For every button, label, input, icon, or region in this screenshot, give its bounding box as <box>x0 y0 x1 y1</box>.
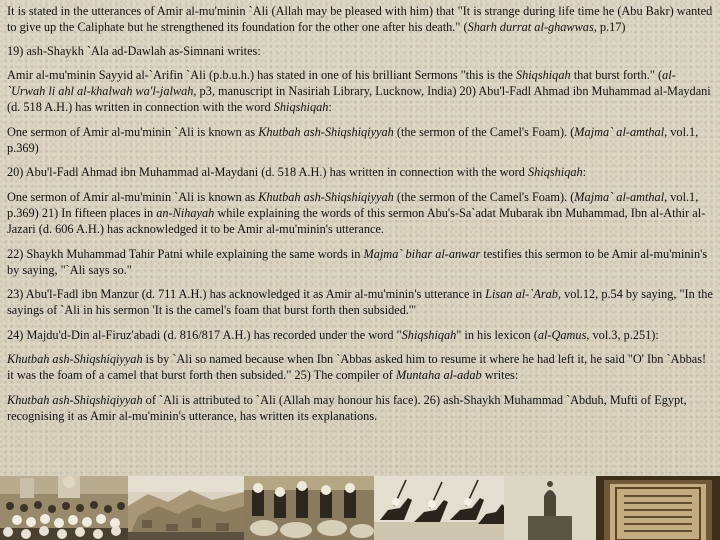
paragraph <box>7 246 713 279</box>
text-run: writes: <box>481 368 519 383</box>
text-run: 23) Abu'l-Fadl ibn Manzur (d. 711 A.H.) has acknowledged it as Amir al-mu'minin's utterance in <box>7 287 486 302</box>
horsemen-battle-image <box>374 476 504 540</box>
text-run: : <box>582 165 587 180</box>
gathering-image <box>244 476 374 540</box>
text-run: (the sermon of the Camel's Foam). ( <box>393 124 575 139</box>
mosque-crowd-image <box>0 476 128 540</box>
paragraph <box>7 286 713 319</box>
document-body <box>7 3 713 432</box>
text-run: 22) Shaykh Muhammad Tahir Patni while explaining the same words in <box>7 246 364 261</box>
manuscript-page-image <box>596 476 720 540</box>
paragraph <box>7 189 713 238</box>
text-run: of `Ali is attributed to `Ali (Allah may honour his face). 26) ash-Shaykh Muhammad `Abduh, Mufti of Egypt, recognising it as Amir al-mu'minin's utterance, has written its explanations. <box>7 392 687 423</box>
text-run: , vol.3, p.251): <box>586 327 659 342</box>
text-run: 20) Abu'l-Fadl Ahmad ibn Muhammad al-Maydani (d. 518 A.H.) has written in connection with the word <box>7 165 528 180</box>
paragraph <box>7 392 713 425</box>
italic-title: Khutbah ash-Shiqshiqiyyah <box>7 392 143 407</box>
paragraph <box>7 124 713 157</box>
italic-title: Lisan al-`Arab <box>485 287 558 302</box>
italic-title: al-Qamus <box>537 327 587 342</box>
paragraph <box>7 327 713 343</box>
italic-title: Majma` al-amthal <box>574 189 665 204</box>
paragraph <box>7 67 713 116</box>
paragraph <box>7 164 713 180</box>
text-run: testifies this sermon to be Amir al-mu'minin's by saying, "`Ali says so." <box>7 246 708 277</box>
paragraph <box>7 43 713 59</box>
image-strip <box>0 476 720 540</box>
text-run: , p3, manuscript in Nasiriah Library, Lucknow, India) 20) Abu'l-Fadl Ahmad ibn Muhammad al-Maydani (d. 518 A.H.) has written in connection with the word <box>7 84 711 115</box>
italic-title: al-`Urwah li ahl al-khalwah wa'l-jalwah <box>7 67 676 99</box>
text-run: Amir al-mu'minin Sayyid al-`Arifin `Ali (p.b.u.h.) has stated in one of his brilliant Sermons "this is the <box>7 67 516 82</box>
italic-title: Khutbah ash-Shiqshiqiyyah <box>258 124 394 139</box>
italic-title: Shiqshiqah <box>273 100 329 115</box>
text-run: 24) Majdu'd-Din al-Firuz'abadi (d. 816/817 A.H.) has recorded under the word " <box>7 327 402 342</box>
italic-title: Shiqshiqah <box>528 165 583 180</box>
stone-ruins-image <box>128 476 244 540</box>
text-run: 19) ash-Shaykh `Ala ad-Dawlah as-Simnani writes: <box>7 43 261 58</box>
italic-title: Muntaha al-adab <box>395 368 482 383</box>
text-run: , vol.12, p.54 by saying, "In the sayings of `Ali in his sermon 'It is the camel's foam that burst forth then subsided.'" <box>7 287 713 318</box>
text-run: One sermon of Amir al-mu'minin `Ali is known as <box>7 189 259 204</box>
text-run: (the sermon of the Camel's Foam). ( <box>393 189 575 204</box>
italic-title: Shiqshiqah <box>401 327 457 342</box>
text-run: that burst forth." ( <box>570 67 663 82</box>
italic-title: Shiqshiqah <box>515 67 571 82</box>
monument-silhouette-image <box>504 476 596 540</box>
paragraph <box>7 351 713 384</box>
text-run: It is stated in the utterances of Amir al-mu'minin `Ali (Allah may be pleased with him) that "It is strange during life time he (Abu Bakr) wanted to give up the Caliphate but he strengthened its foundation for the other one after his death." ( <box>7 4 713 35</box>
text-run: " in his lexicon ( <box>456 327 538 342</box>
text-run: : <box>328 100 332 115</box>
text-run: while explaining the words of this sermon Abu's-Sa`adat Mubarak ibn Muhammad, Ibn al-Athir al-Jazari (d. 606 A.H.) has acknowledged it to be Amir al-mu'minin's utterance. <box>7 205 706 237</box>
italic-title: an-Nihayah <box>156 205 215 220</box>
text-run: , vol.1, p.369) <box>7 124 699 156</box>
text-run: , vol.1, p.369) 21) In fifteen places in <box>7 189 699 220</box>
text-run: , p.17) <box>593 20 626 35</box>
italic-title: Majma` al-amthal <box>574 124 665 139</box>
italic-title: Sharh durrat al-ghawwas <box>467 20 594 35</box>
paragraph <box>7 3 713 36</box>
italic-title: Majma` bihar al-anwar <box>363 246 481 261</box>
text-run: is by `Ali so named because when Ibn `Abbas asked him to resume it where he had left it, he said "O' Ibn `Abbas! it was the foam of a camel that burst forth then subsided." 25) The compiler of <box>7 352 707 383</box>
italic-title: Khutbah ash-Shiqshiqiyyah <box>258 189 394 204</box>
text-run: One sermon of Amir al-mu'minin `Ali is known as <box>7 124 259 139</box>
italic-title: Khutbah ash-Shiqshiqiyyah <box>7 352 143 367</box>
